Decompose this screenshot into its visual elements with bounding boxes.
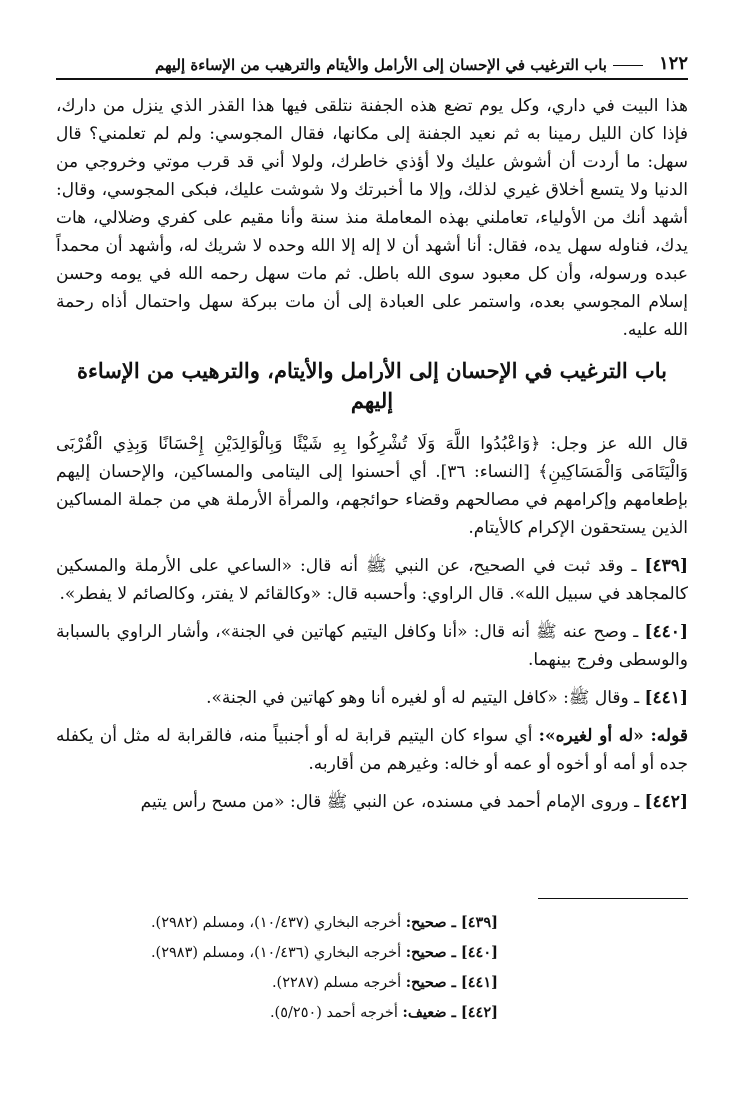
book-page xyxy=(56,0,688,1102)
hadith-442 xyxy=(56,788,688,816)
footnote-number: [٤٤١] xyxy=(460,974,498,991)
hadith-number: [٤٣٩] xyxy=(644,556,688,576)
hadith-441 xyxy=(56,684,688,712)
footnote-divider xyxy=(538,898,688,899)
hadith-number: [٤٤٢] xyxy=(644,792,688,812)
explanation-quote: قوله: «له أو لغيره»: xyxy=(538,726,688,746)
footnote-number: [٤٤٢] xyxy=(460,1004,498,1021)
hadith-439 xyxy=(56,552,688,608)
footnote-grade: ـ صحيح: xyxy=(405,944,461,961)
hadith-text: ـ وروى الإمام أحمد في مسنده، عن النبي ﷺ قال: «من مسح رأس يتيم xyxy=(140,792,645,812)
running-header xyxy=(56,44,688,80)
hadith-text: ـ وصح عنه ﷺ أنه قال: «أنا وكافل اليتيم كهاتين في الجنة»، وأشار الراوي بالسبابة والوسطى وفرج بينهما. xyxy=(56,622,688,670)
explanation-paragraph xyxy=(56,722,688,778)
footnote-text: أخرجه البخاري (١٠/٤٣٧)، ومسلم (٢٩٨٢). xyxy=(150,915,406,931)
footnote-442 xyxy=(56,1003,688,1023)
footnote-number: [٤٣٩] xyxy=(460,914,498,931)
running-header-title: باب الترغيب في الإحسان إلى الأرامل والأيتام والترهيب من الإساءة إليهم xyxy=(154,56,607,74)
footnote-440 xyxy=(56,943,688,963)
footnote-grade: ـ صحيح: xyxy=(405,914,461,931)
hadith-text: ـ وقال ﷺ: «كافل اليتيم له أو لغيره أنا وهو كهاتين في الجنة». xyxy=(206,688,645,708)
footnote-439 xyxy=(56,913,688,933)
footnote-grade: ـ ضعيف: xyxy=(402,1004,461,1021)
hadith-text: ـ وقد ثبت في الصحيح، عن النبي ﷺ أنه قال: «الساعي على الأرملة والمسكين كالمجاهد في سبيل الله». قال الراوي: وأحسبه قال: «وكالقائم لا يفتر، وكالصائم لا يفطر». xyxy=(56,556,688,604)
footnote-text: أخرجه مسلم (٢٢٨٧). xyxy=(271,975,406,991)
chapter-title: باب الترغيب في الإحسان إلى الأرامل والأيتام، والترهيب من الإساءة إليهم xyxy=(76,358,668,413)
hadith-number: [٤٤٠] xyxy=(644,622,688,642)
hadith-number: [٤٤١] xyxy=(644,688,688,708)
quran-paragraph: قال الله عز وجل: ﴿وَاعْبُدُوا اللَّهَ وَلَا تُشْرِكُوا بِهِ شَيْئًا وَبِالْوَالِدَيْنِ إِحْسَانًا وَبِذِي الْقُرْبَى وَالْيَتَامَى وَالْمَسَاكِينِ﴾ [النساء: ٣٦]. أي أحسنوا إلى اليتامى والمساكين، والإحسان إليهم بإطعامهم وإكرامهم في مصالحهم وقضاء حوائجهم، والمرأة الأرملة هي من جملة المساكين الذين يستحقون الإكرام كالأيتام. xyxy=(56,434,688,538)
header-dash xyxy=(613,65,643,66)
footnotes xyxy=(56,898,688,1033)
footnote-number: [٤٤٠] xyxy=(460,944,498,961)
footnote-text: أخرجه أحمد (٥/٢٥٠). xyxy=(269,1005,403,1021)
footnote-441 xyxy=(56,973,688,993)
footnote-grade: ـ صحيح: xyxy=(405,974,461,991)
page-number: ١٢٢ xyxy=(658,53,688,74)
explanation-text: أي سواء كان اليتيم قرابة له أو أجنبياً منه، فالقرابة له مثل أن يكفله جده أو أمه أو أخوه أو عمه أو خاله: وغيرهم من أقاربه. xyxy=(56,726,688,774)
hadith-440 xyxy=(56,618,688,674)
body-text xyxy=(56,92,688,826)
footnote-text: أخرجه البخاري (١٠/٤٣٦)، ومسلم (٢٩٨٣). xyxy=(150,945,406,961)
intro-paragraph: هذا البيت في داري، وكل يوم تضع هذه الجفنة نتلقى فيها هذا القذر الذي ينزل من دارك، فإذا كان الليل رمينا به ثم نعيد الجفنة إلى مكانها، فقال المجوسي: ولم لم تعلمني؟ قال سهل: ما أردت أن أشوش عليك ولا أؤذي خاطرك، ولولا أني قد قرب موتي وخروجي من الدنيا ولا يتسع أخلاق غيري لذلك، وإلا ما أخبرتك ولا شوشت عليك، فبكى المجوسي، وقال: أشهد أنك من الأولياء، تعاملني بهذه المعاملة منذ سنة وأنا مقيم على كفري وضلالي، هات يدك، فناوله سهل يده، فقال: أنا أشهد أن لا إله إلا الله وحده لا شريك له، وأشهد أن محمداً عبده ورسوله، وأن كل معبود سوى الله باطل. ثم مات سهل رحمه الله في يومه وحسن إسلام المجوسي بعده، واستمر على العبادة إلى أن مات ببركة سهل واحتمال أذاه رحمة الله عليه. xyxy=(56,96,688,340)
